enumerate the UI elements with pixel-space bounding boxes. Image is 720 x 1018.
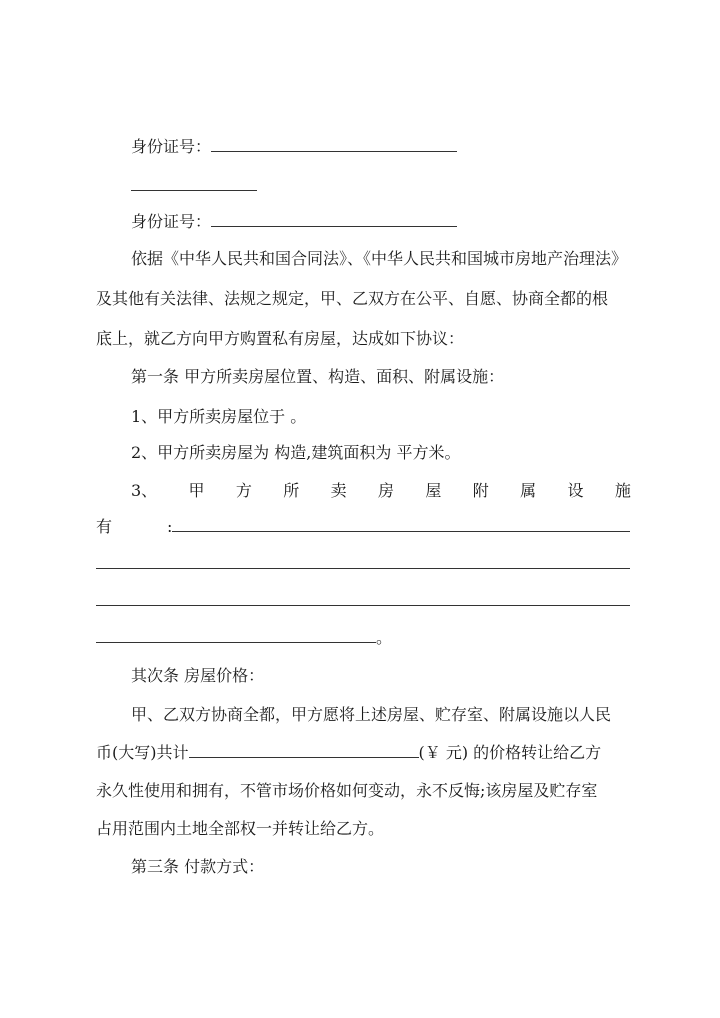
- facilities-last-row: [96, 623, 636, 653]
- intro-line-1: 依据《中华人民共和国合同法》、《中华人民共和国城市房地产治理法》: [131, 249, 628, 268]
- price-amount-blank[interactable]: [189, 740, 419, 758]
- id-number-blank[interactable]: [211, 134, 457, 152]
- item-3-colon: :: [167, 517, 173, 536]
- facilities-blank-line-2[interactable]: [96, 568, 630, 569]
- article-3-title: 第三条 付款方式：: [131, 857, 265, 876]
- item-3-you: 有: [96, 517, 113, 536]
- item-3-char: 方: [235, 481, 252, 500]
- item-3-char: 卖: [330, 481, 347, 500]
- facilities-blank-line-3[interactable]: [96, 605, 630, 606]
- price-prefix: 币(大写)共计: [96, 743, 189, 762]
- item-3-char: 屋: [425, 481, 442, 500]
- item-3-char: 设: [567, 481, 584, 500]
- price-line-1: 甲、乙双方协商全都，甲方愿将上述房屋、贮存室、附属设施以人民: [131, 705, 612, 724]
- facilities-blank[interactable]: [172, 514, 630, 532]
- item-2: 2、甲方所卖房屋为 构造,建筑面积为 平方米。: [131, 443, 461, 462]
- facilities-end-mark: 。: [376, 628, 393, 647]
- price-line-2: [96, 738, 636, 768]
- item-3-char: 甲: [188, 481, 205, 500]
- item-3-char: 附: [472, 481, 489, 500]
- item-3-char: 施: [614, 481, 631, 500]
- article-1-title: 第一条 甲方所卖房屋位置、构造、面积、附属设施：: [131, 367, 505, 386]
- price-line-4: 占用范围内土地全部权一并转让给乙方。: [96, 819, 385, 838]
- item-3-continuation: [96, 512, 636, 542]
- id-number-label: 身份证号：: [131, 137, 212, 156]
- name-blank[interactable]: [131, 190, 257, 191]
- id-number-row-1: [131, 132, 636, 162]
- id-number-blank[interactable]: [211, 209, 457, 227]
- article-2-title: 其次条 房屋价格：: [131, 666, 265, 685]
- intro-line-3: 底上，就乙方向甲方购置私有房屋，达成如下协议：: [96, 329, 465, 348]
- item-3-char: 属: [520, 481, 537, 500]
- item-3-char: 房: [378, 481, 395, 500]
- item-1: 1、甲方所卖房屋位于 。: [131, 407, 307, 426]
- facilities-blank-end[interactable]: [96, 625, 376, 643]
- price-line-3: 永久性使用和拥有，不管市场价格如何变动，永不反悔;该房屋及贮存室: [96, 781, 598, 800]
- item-3-spaced-text: [131, 476, 631, 506]
- id-number-row-2: [131, 207, 636, 237]
- item-3-char: 3、: [131, 481, 158, 500]
- item-3: [131, 476, 636, 506]
- item-3-char: 所: [283, 481, 300, 500]
- intro-line-2: 及其他有关法律、法规之规定，甲、乙双方在公平、自愿、协商全都的根: [96, 289, 609, 308]
- id-number-label: 身份证号：: [131, 212, 212, 231]
- price-suffix: (￥ 元) 的价格转让给乙方: [418, 743, 602, 762]
